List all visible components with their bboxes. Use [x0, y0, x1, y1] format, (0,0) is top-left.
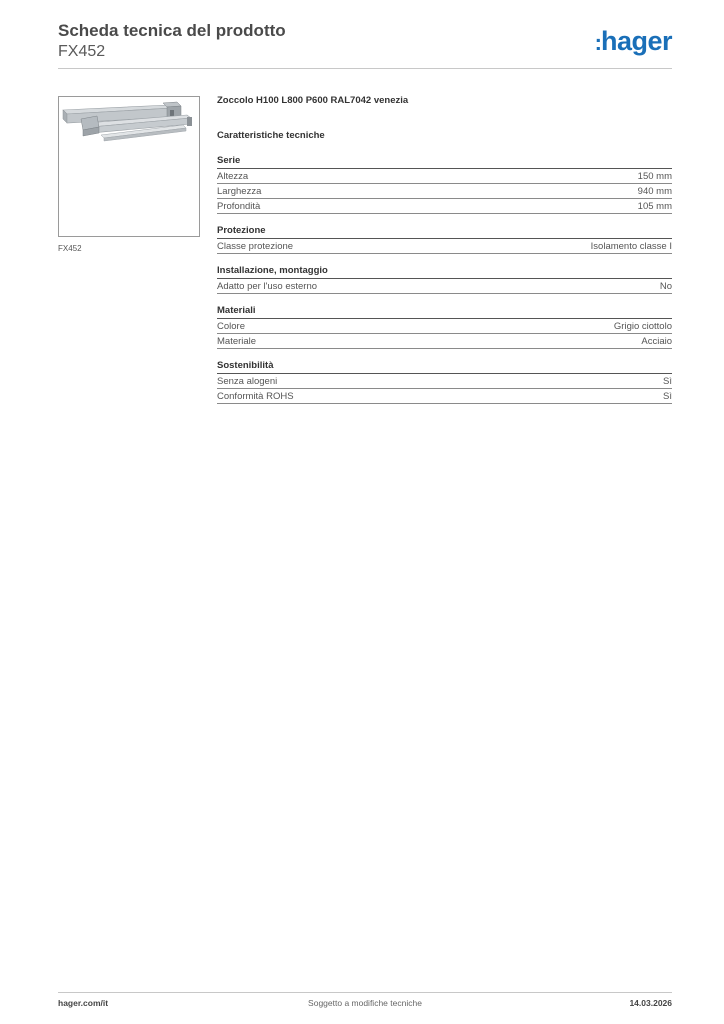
spec-row: [217, 239, 672, 254]
spec-row: [217, 184, 672, 199]
group-title: Materiali: [217, 304, 672, 319]
footer-divider: [58, 992, 672, 993]
spec-value: 940 mm: [637, 186, 672, 197]
logo-text: hager: [600, 26, 672, 56]
website-link[interactable]: hager.com/it: [58, 998, 109, 1008]
spec-label: Classe protezione: [217, 241, 294, 252]
spec-value: Grigio ciottolo: [613, 321, 672, 332]
product-code: FX452: [58, 43, 106, 60]
section-title: Caratteristiche tecniche: [217, 130, 325, 141]
spec-label: Conformità ROHS: [217, 391, 294, 402]
spec-row: [217, 389, 672, 404]
group-title: Protezione: [217, 224, 672, 239]
spec-group-serie: [217, 154, 672, 214]
spec-value: No: [659, 281, 672, 292]
spec-label: Adatto per l'uso esterno: [217, 281, 318, 292]
product-name: Zoccolo H100 L800 P600 RAL7042 venezia: [217, 95, 409, 106]
spec-group-materiali: [217, 304, 672, 349]
logo-dots-icon: :: [594, 30, 600, 55]
spec-row: [217, 279, 672, 294]
image-caption: FX452: [58, 244, 82, 253]
spec-value: Isolamento classe I: [590, 241, 672, 252]
spec-group-protezione: [217, 224, 672, 254]
group-title: Sostenibilità: [217, 359, 672, 374]
spec-label: Altezza: [217, 171, 249, 182]
group-title: Installazione, montaggio: [217, 264, 672, 279]
spec-label: Materiale: [217, 336, 257, 347]
spec-row: [217, 374, 672, 389]
product-image: [58, 96, 200, 237]
spec-row: [217, 334, 672, 349]
spec-content: [217, 95, 672, 404]
spec-value: 150 mm: [637, 171, 672, 182]
spec-row: [217, 199, 672, 214]
spec-label: Senza alogeni: [217, 376, 278, 387]
spec-value: Acciaio: [641, 336, 672, 347]
spec-value: 105 mm: [637, 201, 672, 212]
page-header: [58, 20, 672, 62]
page-title: Scheda tecnica del prodotto: [58, 21, 286, 40]
spec-value: Sì: [663, 391, 672, 402]
footer-notice: Soggetto a modifiche tecniche: [308, 998, 422, 1008]
group-title: Serie: [217, 154, 672, 169]
spec-row: [217, 169, 672, 184]
spec-group-installazione: [217, 264, 672, 294]
hager-logo: [595, 26, 672, 58]
plinth-illustration-icon: [59, 97, 199, 236]
spec-group-sostenibilita: [217, 359, 672, 404]
spec-label: Colore: [217, 321, 245, 332]
header-divider: [58, 68, 672, 69]
spec-row: [217, 319, 672, 334]
footer-date: 14.03.2026: [629, 998, 672, 1008]
spec-value: Sì: [663, 376, 672, 387]
spec-label: Larghezza: [217, 186, 262, 197]
spec-label: Profondità: [217, 201, 261, 212]
